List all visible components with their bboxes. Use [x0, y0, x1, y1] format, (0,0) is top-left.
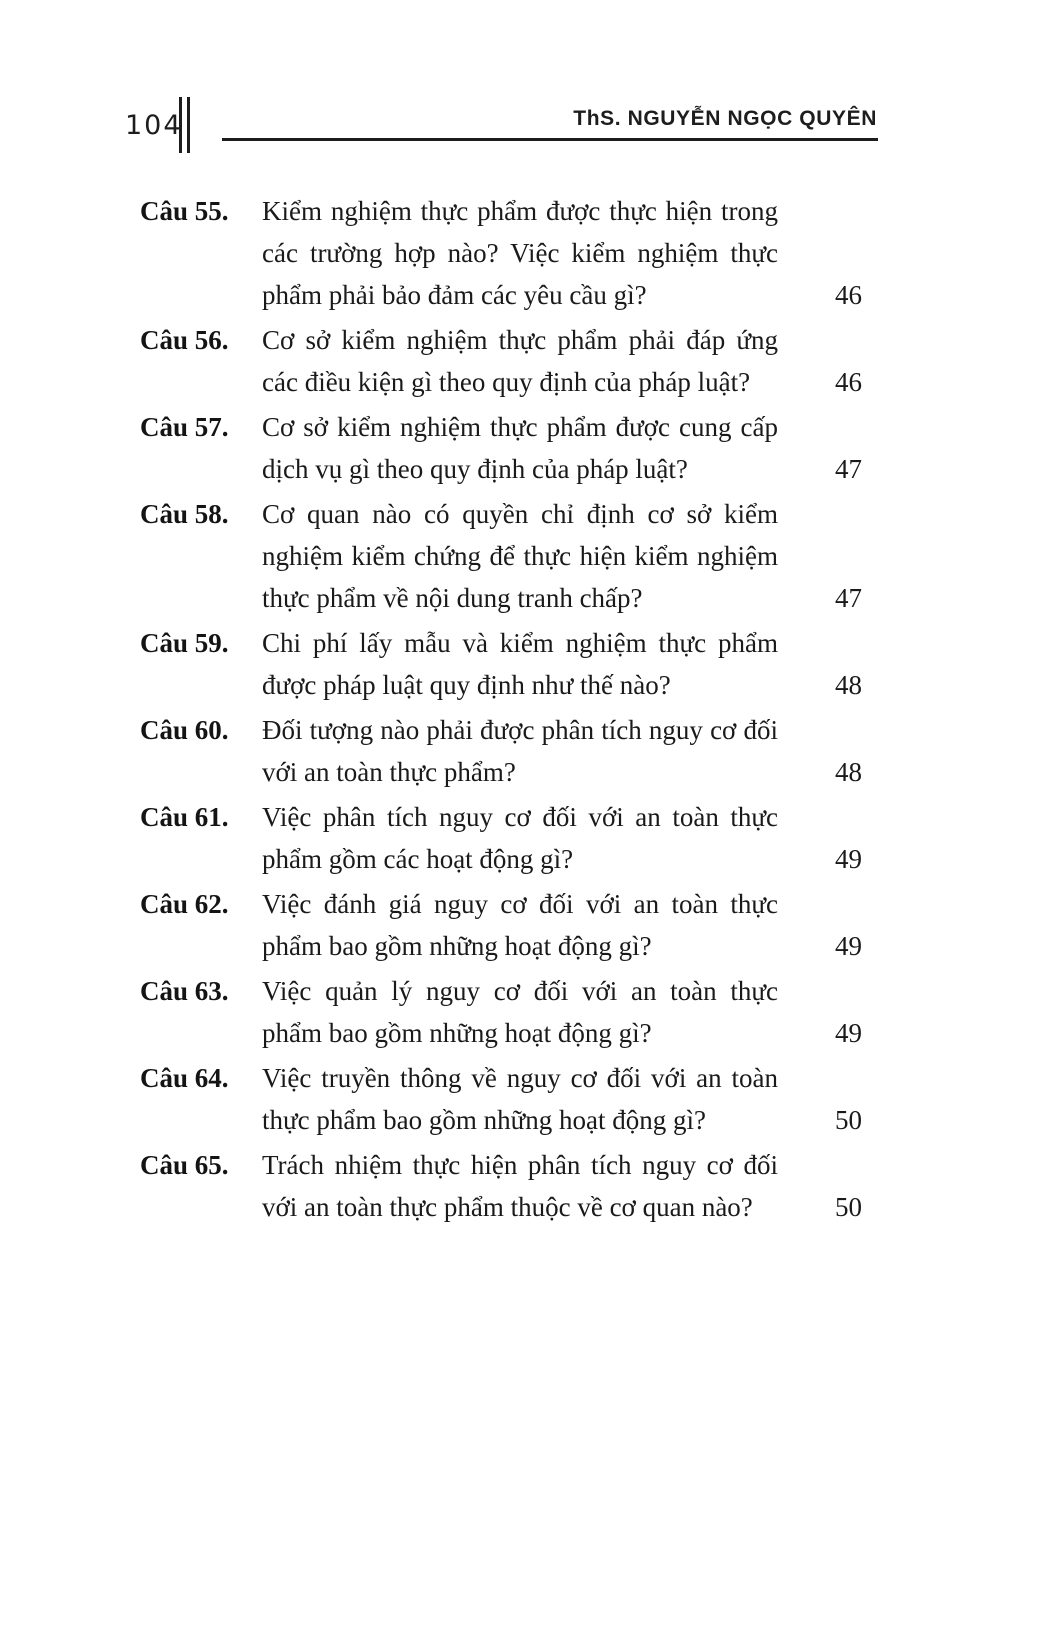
toc-entry-page: 49: [835, 931, 862, 961]
toc-entry: [140, 190, 862, 316]
toc-entry: [140, 709, 862, 793]
page-header: [0, 0, 1040, 165]
toc-entry-label: Câu 60.: [140, 715, 229, 745]
toc-entry-label: Câu 56.: [140, 325, 229, 355]
toc-entry-text: Cơ sở kiểm nghiệm thực phẩm phải đáp ứng các điều kiện gì theo quy định của pháp luật?: [262, 325, 778, 397]
toc-entry-text: Việc phân tích nguy cơ đối với an toàn thực phẩm gồm các hoạt động gì?: [262, 802, 778, 874]
toc-entry-label: Câu 59.: [140, 628, 229, 658]
toc-list: [140, 190, 862, 1231]
toc-entry-text: Cơ sở kiểm nghiệm thực phẩm được cung cấp dịch vụ gì theo quy định của pháp luật?: [262, 412, 778, 484]
toc-entry-label: Câu 62.: [140, 889, 229, 919]
toc-entry-label: Câu 57.: [140, 412, 229, 442]
toc-entry: [140, 1057, 862, 1141]
toc-entry-text: Cơ quan nào có quyền chỉ định cơ sở kiểm nghiệm kiểm chứng để thực hiện kiểm nghiệm thực phẩm về nội dung tranh chấp?: [262, 499, 778, 613]
toc-entry-text: Đối tượng nào phải được phân tích nguy cơ đối với an toàn thực phẩm?: [262, 715, 778, 787]
toc-entry: [140, 622, 862, 706]
toc-entry-text: Việc truyền thông về nguy cơ đối với an toàn thực phẩm bao gồm những hoạt động gì?: [262, 1063, 778, 1135]
toc-entry: [140, 493, 862, 619]
toc-entry-label: Câu 65.: [140, 1150, 229, 1180]
header-rule: [222, 138, 878, 141]
toc-entry-text: Việc đánh giá nguy cơ đối với an toàn thực phẩm bao gồm những hoạt động gì?: [262, 889, 778, 961]
toc-entry-page: 50: [835, 1192, 862, 1222]
toc-entry-page: 46: [835, 280, 862, 310]
page-number: 104: [125, 110, 183, 141]
toc-entry-page: 46: [835, 367, 862, 397]
divider-bars-icon: [179, 97, 190, 153]
toc-entry-text: Kiểm nghiệm thực phẩm được thực hiện trong các trường hợp nào? Việc kiểm nghiệm thực phẩm phải bảo đảm các yêu cầu gì?: [262, 196, 778, 310]
toc-entry: [140, 883, 862, 967]
toc-entry: [140, 796, 862, 880]
toc-entry-label: Câu 61.: [140, 802, 229, 832]
toc-entry-label: Câu 55.: [140, 196, 229, 226]
toc-entry-page: 49: [835, 1018, 862, 1048]
toc-entry-page: 47: [835, 454, 862, 484]
toc-entry-label: Câu 58.: [140, 499, 229, 529]
toc-entry-label: Câu 63.: [140, 976, 229, 1006]
toc-entry-text: Việc quản lý nguy cơ đối với an toàn thực phẩm bao gồm những hoạt động gì?: [262, 976, 778, 1048]
toc-entry-page: 48: [835, 757, 862, 787]
toc-entry: [140, 406, 862, 490]
toc-entry: [140, 1144, 862, 1228]
toc-entry-page: 47: [835, 583, 862, 613]
toc-entry-page: 48: [835, 670, 862, 700]
author-name: ThS. NGUYỄN NGỌC QUYÊN: [573, 107, 877, 130]
toc-entry-page: 49: [835, 844, 862, 874]
toc-entry-page: 50: [835, 1105, 862, 1135]
toc-entry: [140, 319, 862, 403]
toc-entry: [140, 970, 862, 1054]
toc-entry-text: Chi phí lấy mẫu và kiểm nghiệm thực phẩm được pháp luật quy định như thế nào?: [262, 628, 778, 700]
toc-entry-label: Câu 64.: [140, 1063, 229, 1093]
toc-entry-text: Trách nhiệm thực hiện phân tích nguy cơ đối với an toàn thực phẩm thuộc về cơ quan nào?: [262, 1150, 778, 1222]
